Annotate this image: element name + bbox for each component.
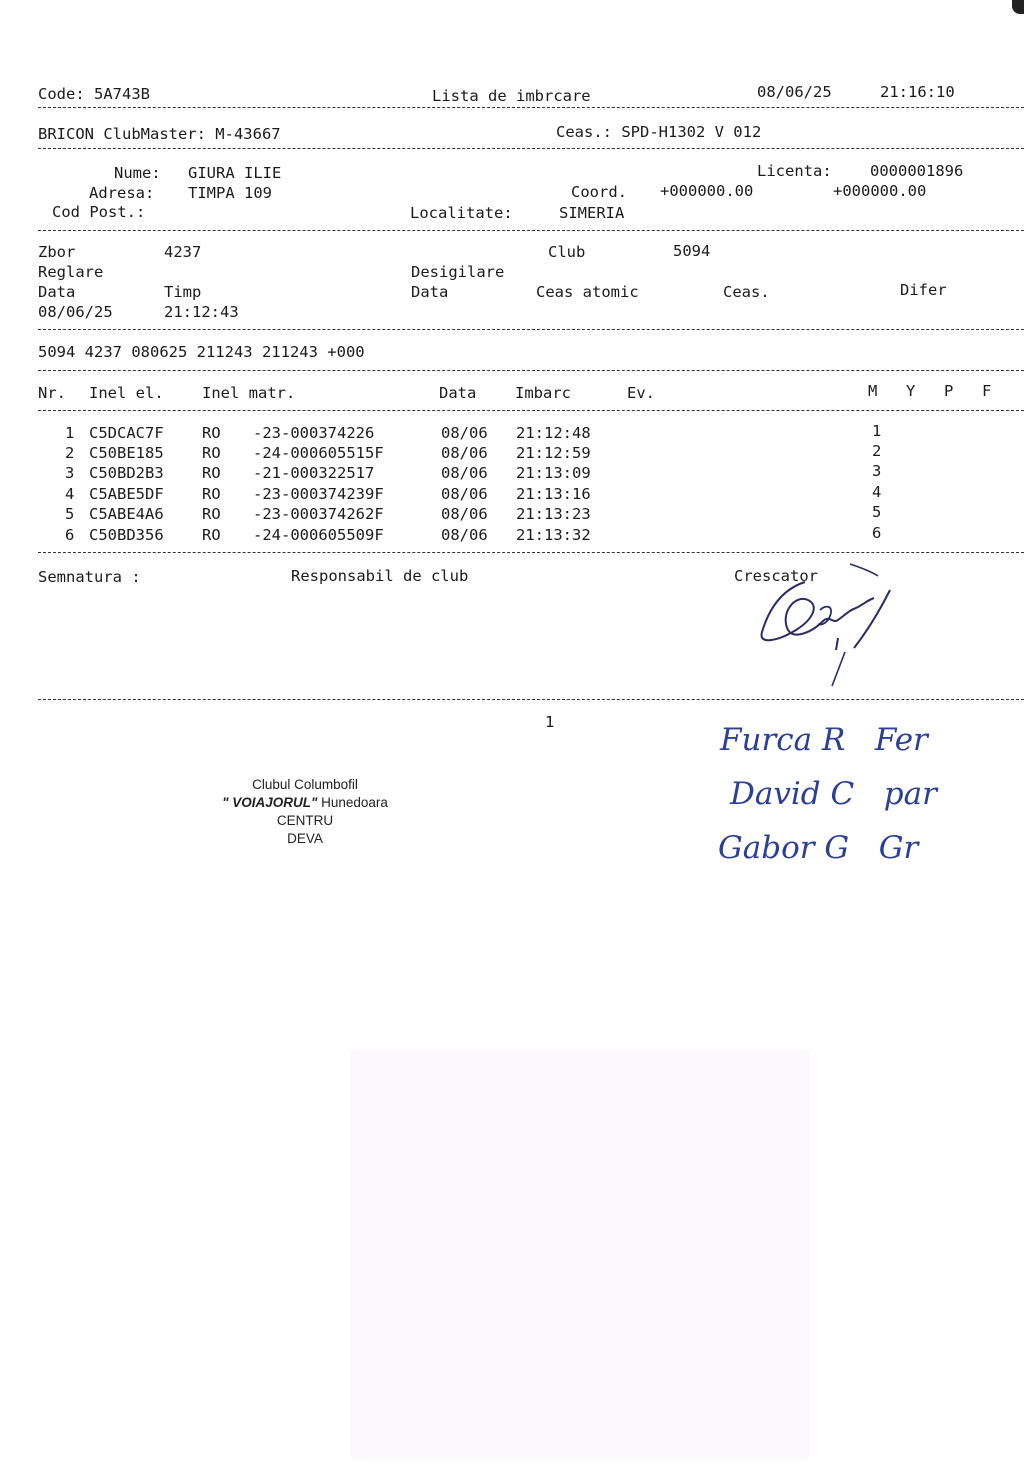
row-inel-matr: -23-000374262F <box>253 505 384 523</box>
row-country: RO <box>202 505 221 523</box>
divider <box>38 410 1024 411</box>
crescator-label: Crescator <box>734 567 818 585</box>
divider <box>38 107 1024 108</box>
col-nr: Nr. <box>38 384 66 402</box>
document-title: Lista de imbrcare <box>432 87 591 105</box>
locality-label: Localitate: <box>410 204 513 222</box>
row-inel-el: C5DCAC7F <box>89 424 164 442</box>
row-imbarc: 21:13:16 <box>516 485 591 503</box>
row-data: 08/06 <box>441 444 488 462</box>
stamp-club-name: " VOIAJORUL" <box>222 795 318 810</box>
licence-number: 0000001896 <box>870 162 964 180</box>
breeder-signature <box>750 560 910 695</box>
row-country: RO <box>202 485 221 503</box>
row-m: 5 <box>872 503 882 521</box>
postcode-label: Cod Post.: <box>52 203 146 221</box>
scan-edge-mark <box>1012 0 1024 14</box>
row-inel-matr: -24-000605509F <box>253 526 384 544</box>
coord-x: +000000.00 <box>660 182 754 200</box>
zbor-number: 4237 <box>164 243 202 261</box>
row-data: 08/06 <box>441 505 488 523</box>
reglare-time: 21:12:43 <box>164 303 239 321</box>
col-inel-matr: Inel matr. <box>202 384 296 402</box>
row-nr: 3 <box>65 464 75 482</box>
ceas-atomic-label: Ceas atomic <box>536 283 639 301</box>
code-label: Code: 5A743B <box>38 85 150 103</box>
data-label: Data <box>38 283 76 301</box>
row-inel-matr: -24-000605515F <box>253 444 384 462</box>
row-m: 1 <box>872 422 882 440</box>
print-time: 21:16:10 <box>880 83 955 101</box>
col-imbarc: Imbarc <box>515 384 571 402</box>
name-label: Nume: <box>114 164 161 182</box>
row-imbarc: 21:13:09 <box>516 464 591 482</box>
row-imbarc: 21:13:32 <box>516 526 591 544</box>
row-m: 2 <box>872 442 882 460</box>
handwritten-line-2: David C par <box>730 776 937 812</box>
col-m: M <box>868 382 878 400</box>
stamp-line-2 <box>190 794 420 812</box>
difer-label: Difer <box>900 281 947 299</box>
scan-smudge <box>350 1050 810 1460</box>
row-nr: 1 <box>65 424 75 442</box>
divider <box>38 552 1024 553</box>
club-stamp <box>190 776 420 848</box>
divider <box>38 329 1024 330</box>
divider <box>38 148 1024 149</box>
owner-name: GIURA ILIE <box>188 164 282 182</box>
reglare-date: 08/06/25 <box>38 303 113 321</box>
col-p: P <box>944 382 954 400</box>
page-number: 1 <box>545 713 555 731</box>
row-imbarc: 21:13:23 <box>516 505 591 523</box>
stamp-line-3: CENTRU <box>276 813 334 828</box>
divider <box>38 230 1024 231</box>
desigilare-label: Desigilare <box>411 263 505 281</box>
row-inel-matr: -21-000322517 <box>253 464 384 482</box>
row-data: 08/06 <box>441 464 488 482</box>
licence-label: Licenta: <box>757 162 832 180</box>
clubmaster-id: BRICON ClubMaster: M-43667 <box>38 125 281 143</box>
row-m: 6 <box>872 524 882 542</box>
owner-address: TIMPA 109 <box>188 184 272 202</box>
row-nr: 4 <box>65 485 75 503</box>
row-inel-el: C5ABE4A6 <box>89 505 164 523</box>
semnatura-label: Semnatura : <box>38 568 141 586</box>
row-data: 08/06 <box>441 526 488 544</box>
col-data: Data <box>439 384 477 402</box>
stamp-city: Hunedoara <box>317 795 388 810</box>
row-country: RO <box>202 444 221 462</box>
clock-id: Ceas.: SPD-H1302 V 012 <box>556 123 762 141</box>
row-imbarc: 21:12:59 <box>516 444 591 462</box>
flight-code-line: 5094 4237 080625 211243 211243 +000 <box>38 343 365 361</box>
row-inel-matr: -23-000374239F <box>253 485 384 503</box>
zbor-label: Zbor <box>38 243 76 261</box>
col-y: Y <box>906 382 916 400</box>
row-country: RO <box>202 424 221 442</box>
coord-label: Coord. <box>571 183 627 201</box>
col-inel-el: Inel el. <box>89 384 164 402</box>
timp-label: Timp <box>164 283 202 301</box>
row-nr: 2 <box>65 444 75 462</box>
row-data: 08/06 <box>441 424 488 442</box>
stamp-line-4: DEVA <box>287 831 323 846</box>
coord-y: +000000.00 <box>833 182 927 200</box>
row-inel-el: C50BD2B3 <box>89 464 164 482</box>
locality: SIMERIA <box>559 204 625 222</box>
col-ev: Ev. <box>627 384 655 402</box>
handwritten-line-3: Gabor G Gr <box>718 830 919 866</box>
ceas-label: Ceas. <box>723 283 770 301</box>
handwritten-line-1: Furca R Fer <box>720 722 928 758</box>
row-inel-el: C50BE185 <box>89 444 164 462</box>
col-f: F <box>982 382 992 400</box>
row-m: 4 <box>872 483 882 501</box>
divider <box>38 370 1024 371</box>
row-data: 08/06 <box>441 485 488 503</box>
row-country: RO <box>202 464 221 482</box>
print-date: 08/06/25 <box>757 83 832 101</box>
row-country: RO <box>202 526 221 544</box>
row-inel-el: C5ABE5DF <box>89 485 164 503</box>
club-label: Club <box>548 243 586 261</box>
row-inel-el: C50BD356 <box>89 526 164 544</box>
row-inel-matr: -23-000374226 <box>253 424 384 442</box>
row-imbarc: 21:12:48 <box>516 424 591 442</box>
reglare-label: Reglare <box>38 263 104 281</box>
data-label-2: Data <box>411 283 449 301</box>
divider <box>38 699 1024 700</box>
stamp-line-1: Clubul Columbofil <box>252 777 358 792</box>
row-m: 3 <box>872 462 882 480</box>
responsabil-label: Responsabil de club <box>291 567 469 585</box>
row-nr: 5 <box>65 505 75 523</box>
address-label: Adresa: <box>89 184 155 202</box>
club-number: 5094 <box>673 242 711 260</box>
row-nr: 6 <box>65 526 75 544</box>
